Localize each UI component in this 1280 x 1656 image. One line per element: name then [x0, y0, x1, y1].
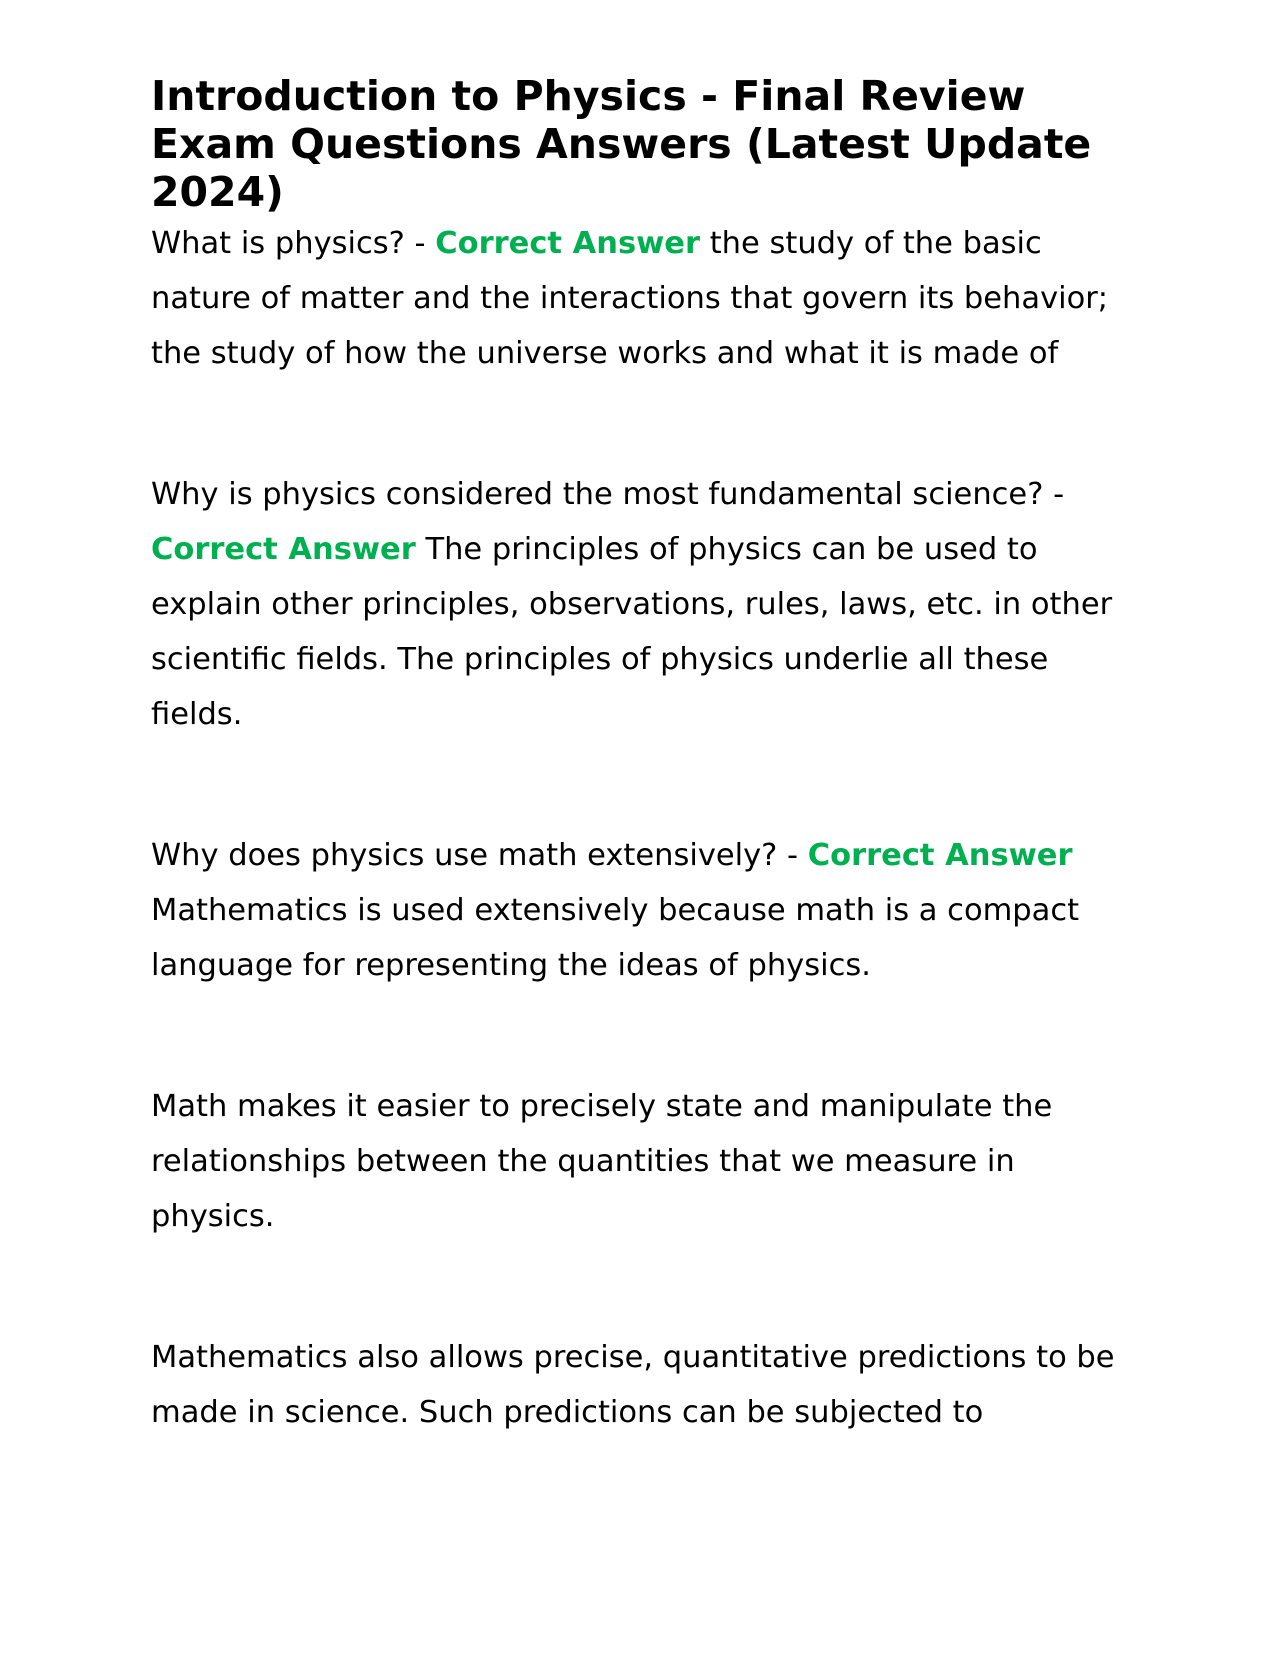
correct-answer-label: Correct Answer — [807, 838, 1073, 873]
qa-item-1 — [151, 216, 1136, 381]
question-text: What is physics? - — [151, 226, 436, 261]
answer-text: Mathematics is used extensively because math is a compact language for representing the ideas of physics. — [151, 893, 1080, 983]
question-text: Why does physics use math extensively? - — [151, 838, 808, 873]
paragraph-2: Mathematics also allows precise, quantitative predictions to be made in science. Such predictions can be subjected to — [151, 1340, 1115, 1430]
spacer — [151, 993, 1136, 1079]
question-text: Why is physics considered the most fundamental science? - — [151, 477, 1065, 512]
answer-text: The principles of physics can be used to explain other principles, observations, rules, laws, etc. in other scientific fields. The principles of physics underlie all these fields. — [151, 532, 1113, 732]
spacer — [151, 381, 1136, 467]
document-title: Introduction to Physics - Final Review Exam Questions Answers (Latest Update 2024) — [151, 72, 1092, 216]
spacer — [151, 742, 1136, 828]
qa-item-2 — [151, 467, 1136, 742]
correct-answer-label: Correct Answer — [151, 532, 416, 567]
qa-item-3 — [151, 828, 1136, 993]
document-page — [151, 72, 1136, 1440]
paragraph-1: Math makes it easier to precisely state and manipulate the relationships between the quantities that we measure in physics. — [151, 1089, 1053, 1234]
spacer — [151, 1244, 1136, 1330]
correct-answer-label: Correct Answer — [435, 226, 701, 261]
answer-text: the study of the basic nature of matter and the interactions that govern its behavior; the study of how the universe works and what it is made of — [151, 226, 1109, 371]
